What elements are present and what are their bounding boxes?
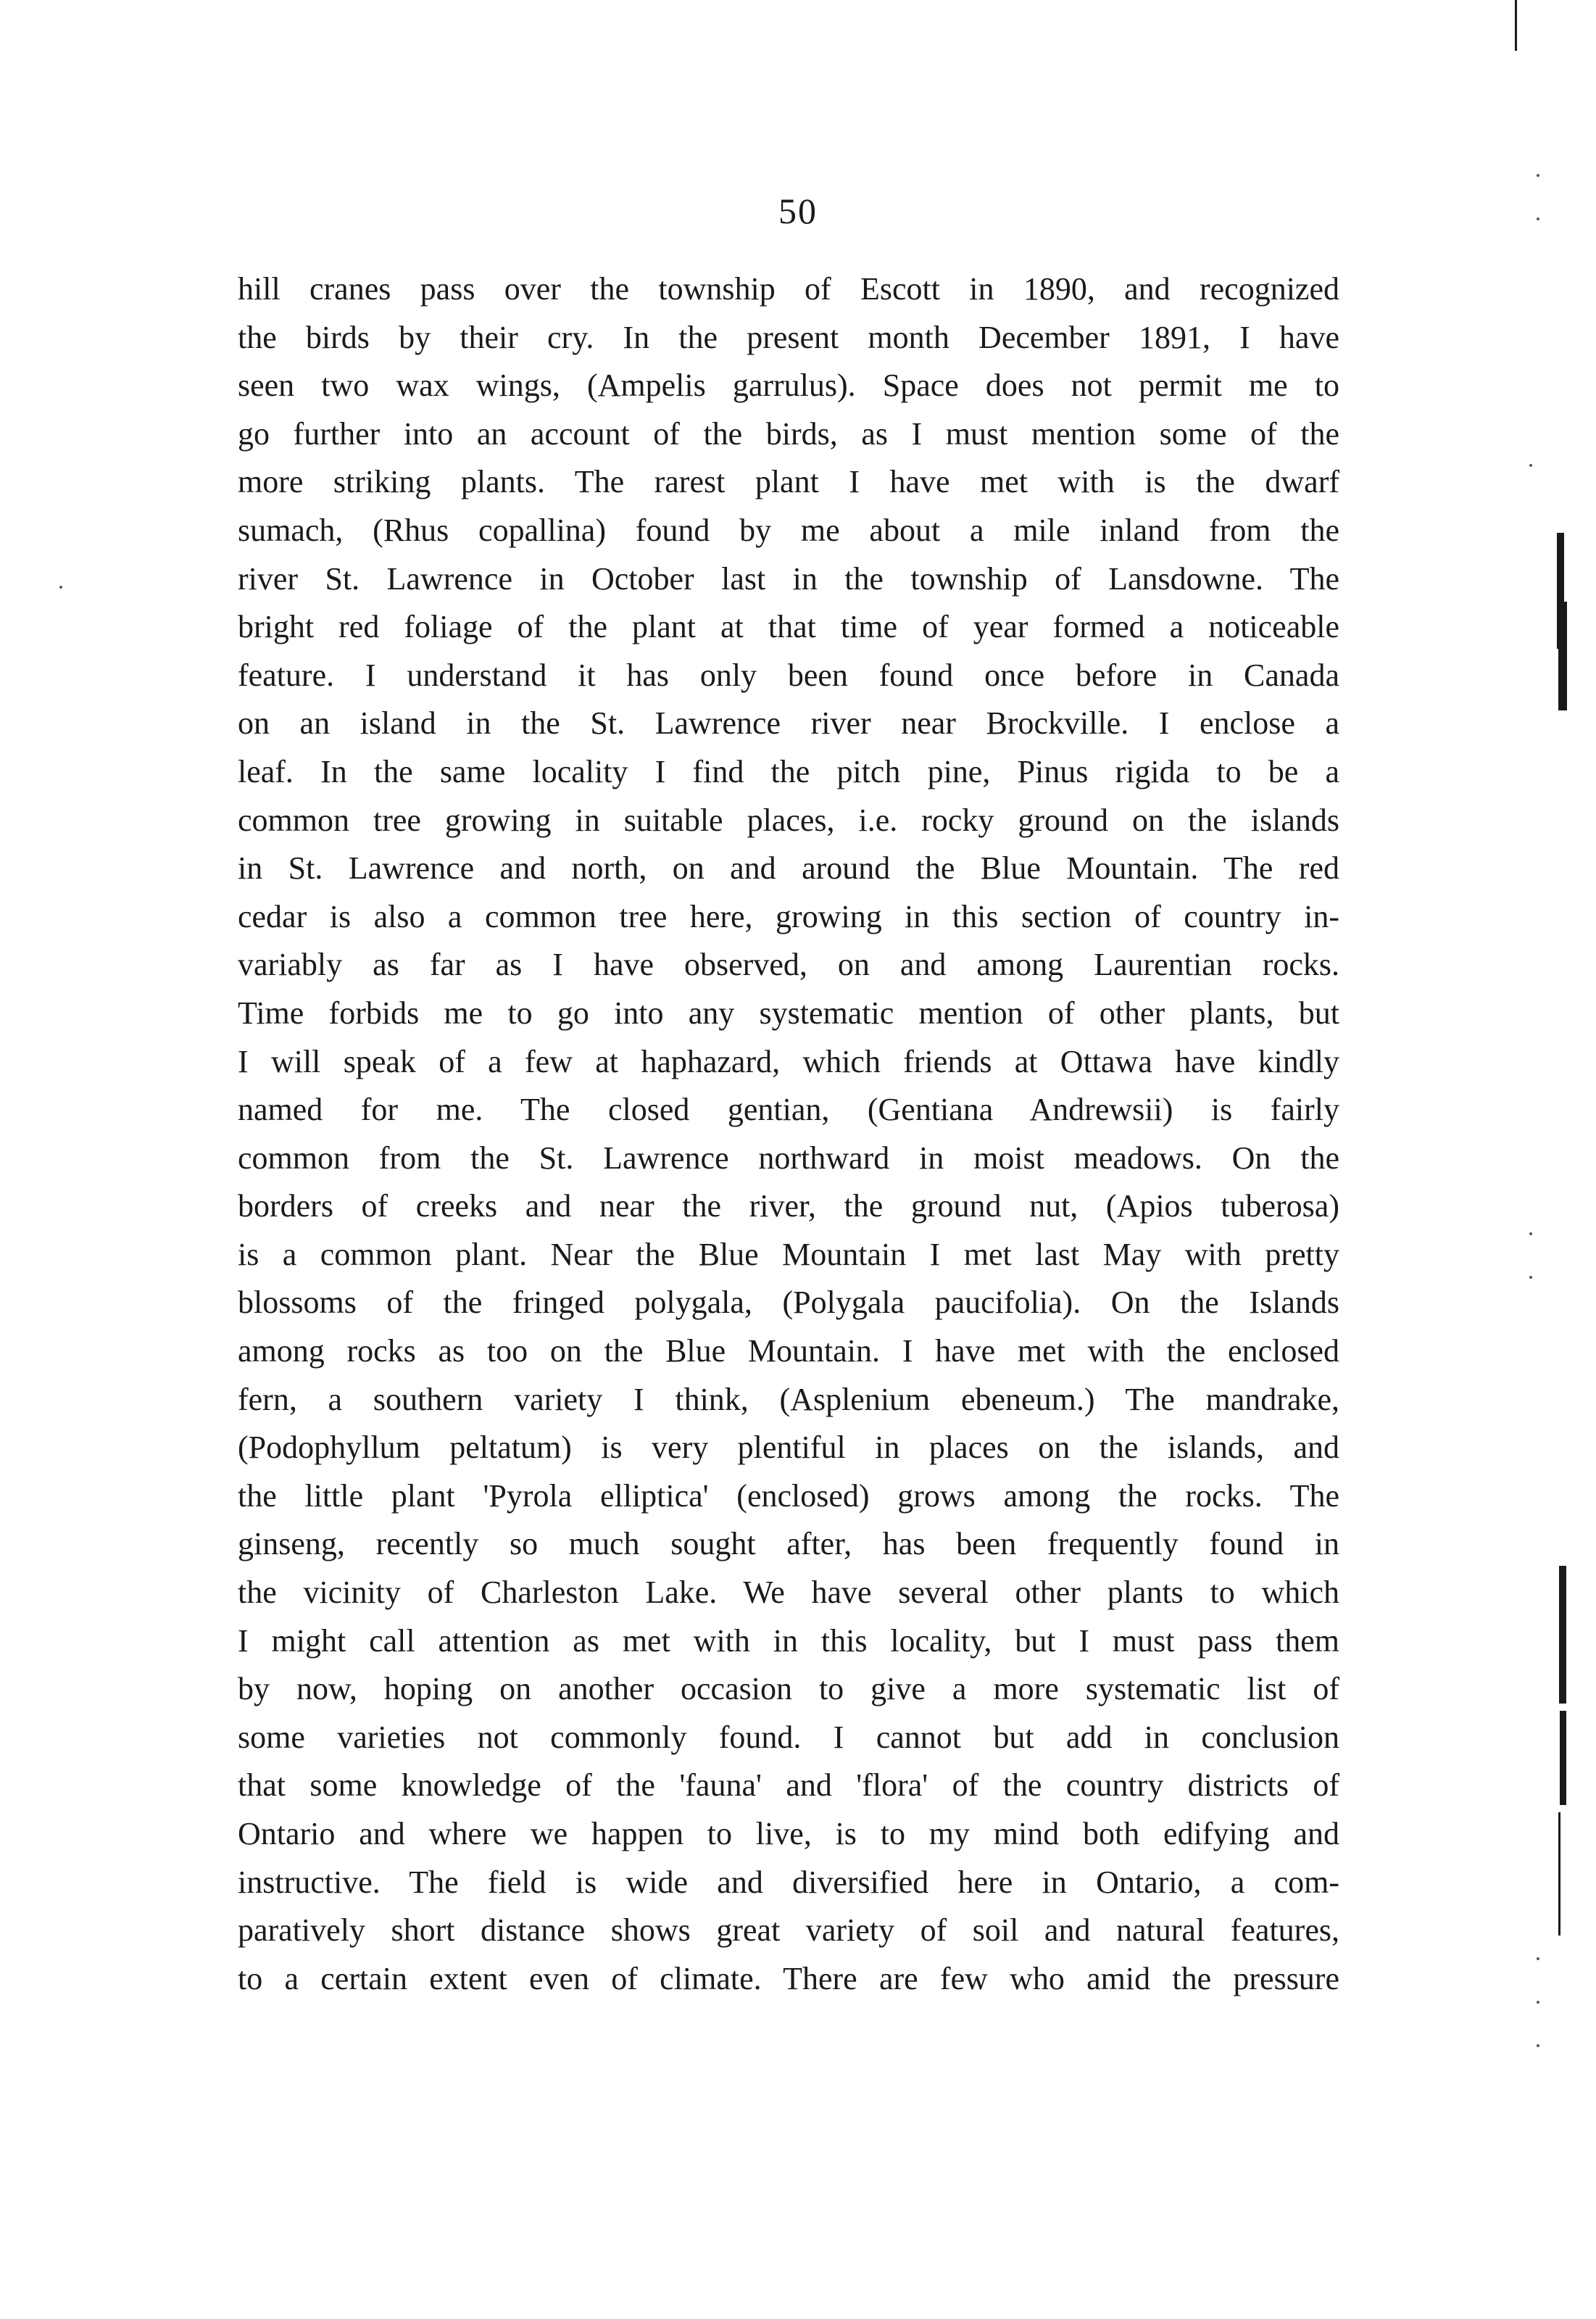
text-line: seen two wax wings, (Ampelis garrulus). Space does not permit me to (238, 368, 1339, 404)
text-line: leaf. In the same locality I find the pitch pine, Pinus rigida to be a (238, 753, 1339, 789)
text-line: some varieties not commonly found. I cannot but add in conclusion (238, 1719, 1339, 1755)
text-line: on an island in the St. Lawrence river near Brockville. I enclose a (238, 705, 1339, 742)
text-line: (Podophyllum peltatum) is very plentiful in places on the islands, and (238, 1430, 1339, 1466)
text-line: I will speak of a few at haphazard, which friends at Ottawa have kindly (238, 1043, 1339, 1079)
text-line: the birds by their cry. In the present month December 1891, I have (238, 319, 1339, 355)
text-line: the vicinity of Charleston Lake. We have several other plants to which (238, 1575, 1339, 1611)
text-line: common tree growing in suitable places, i.e. rocky ground on the islands (238, 802, 1339, 838)
text-line: I might call attention as met with in this locality, but I must pass them (238, 1622, 1339, 1659)
text-line: common from the St. Lawrence northward in moist meadows. On the (238, 1140, 1339, 1176)
text-line: paratively short distance shows great variety of soil and natural features, (238, 1912, 1339, 1949)
text-line: borders of creeks and near the river, the ground nut, (Apios tuberosa) (238, 1188, 1339, 1224)
text-line: hill cranes pass over the township of Escott in 1890, and recognized (238, 271, 1339, 307)
text-line: bright red foliage of the plant at that time of year formed a noticeable (238, 609, 1339, 645)
page-number: 50 (778, 191, 818, 231)
text-line: that some knowledge of the 'fauna' and 'flora' of the country districts of (238, 1767, 1339, 1804)
text-line: more striking plants. The rarest plant I have met with is the dwarf (238, 464, 1339, 500)
text-line: Time forbids me to go into any systematic mention of other plants, but (238, 995, 1339, 1031)
text-line: in St. Lawrence and north, on and around the Blue Mountain. The red (238, 850, 1339, 887)
text-line: named for me. The closed gentian, (Gentiana Andrewsii) is fairly (238, 1092, 1339, 1128)
text-line: by now, hoping on another occasion to give a more systematic list of (238, 1671, 1339, 1707)
text-line: sumach, (Rhus copallina) found by me about a mile inland from the (238, 512, 1339, 548)
text-line: to a certain extent even of climate. There are few who amid the pressure (238, 1960, 1339, 1996)
body-text (238, 265, 1339, 2003)
text-line: fern, a southern variety I think, (Asplenium ebeneum.) The mandrake, (238, 1381, 1339, 1417)
text-line: Ontario and where we happen to live, is to my mind both edifying and (238, 1816, 1339, 1851)
text-line: the little plant 'Pyrola elliptica' (enclosed) grows among the rocks. The (238, 1477, 1339, 1514)
text-line: cedar is also a common tree here, growing in this section of country in- (238, 898, 1339, 934)
text-line: go further into an account of the birds, as I must mention some of the (238, 415, 1339, 452)
text-line: feature. I understand it has only been found once before in Canada (238, 657, 1339, 693)
text-line: among rocks as too on the Blue Mountain. I have met with the enclosed (238, 1333, 1339, 1369)
text-line: blossoms of the fringed polygala, (Polygala paucifolia). On the Islands (238, 1285, 1339, 1321)
text-line: ginseng, recently so much sought after, has been frequently found in (238, 1526, 1339, 1562)
text-line: instructive. The field is wide and diversified here in Ontario, a com- (238, 1864, 1339, 1900)
text-line: variably as far as I have observed, on and among Laurentian rocks. (238, 947, 1339, 983)
text-line: river St. Lawrence in October last in the township of Lansdowne. The (238, 560, 1339, 597)
text-line: is a common plant. Near the Blue Mountain I met last May with pretty (238, 1236, 1339, 1272)
